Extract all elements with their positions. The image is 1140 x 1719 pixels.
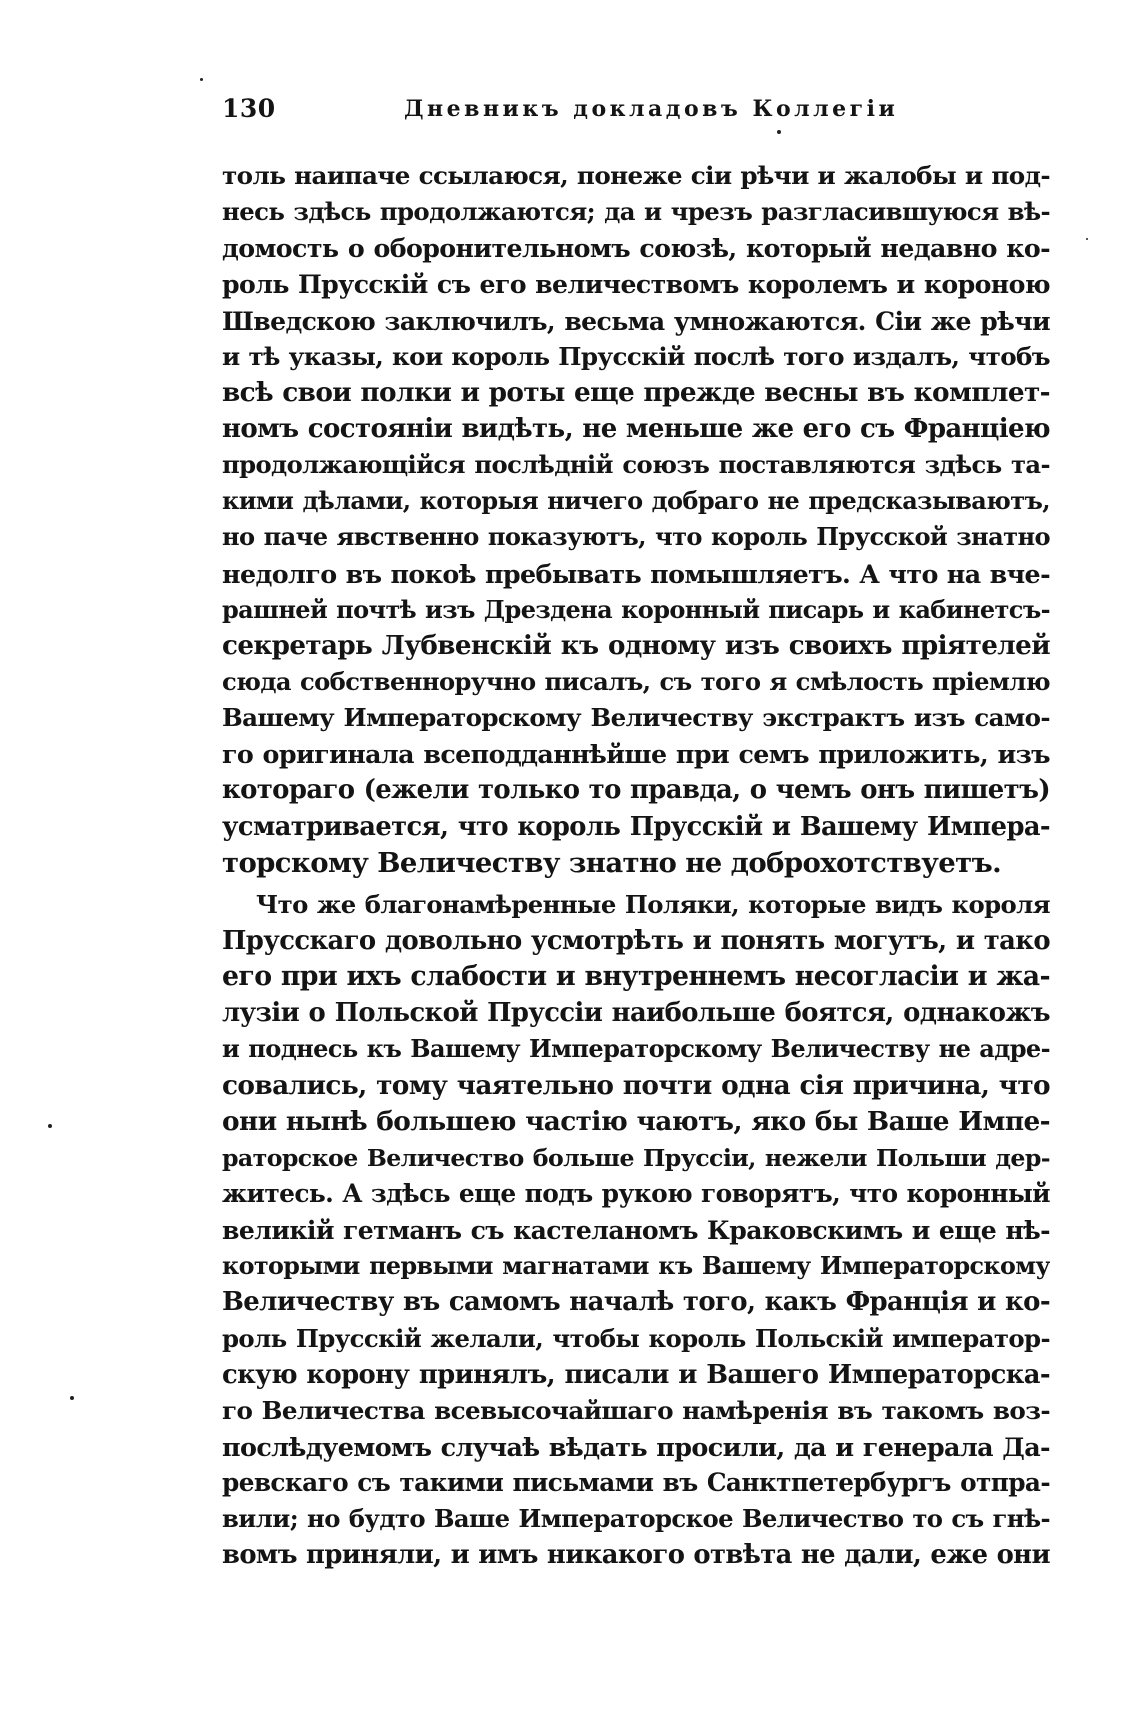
running-title: Дневникъ докладовъ Коллегіи: [404, 96, 899, 122]
scan-speck: [1086, 238, 1088, 240]
text-line: сюда собственноручно писалъ, съ того я смѣлость пріемлю: [222, 666, 1050, 696]
text-line: роль Прусскій съ его величествомъ королемъ и короною: [222, 269, 1050, 300]
text-line: Что же благонамѣренные Поляки, которые видъ короля: [256, 889, 1050, 919]
text-line: го оригинала всеподданнѣйше при семъ приложить, изъ: [222, 739, 1050, 770]
text-line: рашней почтѣ изъ Дрездена коронный писарь и кабинетсъ-: [222, 594, 1050, 624]
text-line: совались, тому чаятельно почти одна сія причина, что: [222, 1069, 1050, 1101]
page-header: [222, 94, 1062, 134]
text-line: послѣдуемомъ случаѣ вѣдать просили, да и генерала Да-: [222, 1431, 1050, 1462]
text-line: торскому Величеству знатно не доброхотствуетъ.: [222, 846, 1002, 879]
page-number: 130: [222, 94, 276, 123]
text-line: номъ состояніи видѣть, не меньше же его съ Франціею: [222, 413, 1050, 444]
text-line: и тѣ указы, кои король Прусскій послѣ того издалъ, чтобъ: [222, 341, 1050, 371]
text-line: роль Прусскій желали, чтобы король Польскій император-: [222, 1323, 1050, 1353]
body-text: [222, 158, 1050, 1573]
text-line: и поднесь къ Вашему Императорскому Величеству не адре-: [222, 1034, 1050, 1064]
text-line: кими дѣлами, которыя ничего добраго не предсказываютъ,: [222, 486, 1050, 516]
scan-speck: [200, 78, 203, 81]
text-line: котораго (ежели только то правда, о чемъ онъ пишетъ): [222, 775, 1050, 806]
text-line: великій гетманъ съ кастеланомъ Краковскимъ и еще нѣ-: [222, 1215, 1050, 1246]
text-line: лузіи о Польской Пруссіи наибольше боятся, однакожъ: [222, 998, 1050, 1029]
text-line: ревскаго съ такими письмами въ Санктпетербургъ отпра-: [222, 1468, 1050, 1498]
text-line: скую корону принялъ, писали и Вашего Императорска-: [222, 1359, 1050, 1390]
text-line: но паче явственно показуютъ, что король Прусской знатно: [222, 522, 1050, 552]
scan-speck: [48, 1124, 52, 1128]
text-line: толь наипаче ссылаюся, понеже сіи рѣчи и жалобы и под-: [222, 161, 1050, 190]
text-line: усматривается, что король Прусскій и Вашему Импера-: [222, 811, 1050, 842]
text-line: несь здѣсь продолжаются; да и чрезъ разгласившуюся вѣ-: [222, 197, 1050, 227]
text-line: всѣ свои полки и роты еще прежде весны въ комплет-: [222, 376, 1050, 408]
scan-speck: [777, 130, 781, 134]
paragraph-1: [222, 158, 1050, 881]
text-line: секретарь Лубвенскій къ одному изъ своихъ пріятелей: [222, 629, 1050, 661]
text-line: вомъ приняли, и имъ никакого отвѣта не дали, еже они: [222, 1540, 1050, 1571]
text-line: Вашему Императорскому Величеству экстрактъ изъ само-: [222, 703, 1050, 733]
text-line: Величеству въ самомъ началѣ того, какъ Франція и ко-: [222, 1287, 1050, 1318]
text-line: продолжающійся послѣдній союзъ поставляются здѣсь та-: [222, 450, 1050, 480]
text-line: житесь. А здѣсь еще подъ рукою говорятъ, что коронный: [222, 1178, 1050, 1208]
text-line: они нынѣ большею частію чаютъ, яко бы Ваше Импе-: [222, 1105, 1050, 1137]
text-line: вили; но будто Ваше Императорское Величество то съ гнѣ-: [222, 1504, 1050, 1534]
text-line: раторское Величество больше Пруссіи, нежели Польши дер-: [222, 1143, 1050, 1172]
paragraph-2: [222, 887, 1050, 1574]
text-line: домость о оборонительномъ союзѣ, который недавно ко-: [222, 233, 1050, 264]
text-line: которыми первыми магнатами къ Вашему Императорскому: [222, 1252, 1050, 1281]
text-line: его при ихъ слабости и внутреннемъ несогласіи и жа-: [222, 961, 1050, 993]
text-line: недолго въ покоѣ пребывать помышляетъ. А что на вче-: [222, 558, 1050, 589]
scan-speck: [70, 1396, 74, 1400]
text-line: Шведскою заключилъ, весьма умножаются. Сіи же рѣчи: [222, 305, 1050, 336]
text-line: го Величества всевысочайшаго намѣренія въ такомъ воз-: [222, 1395, 1050, 1425]
text-line: Прусскаго довольно усмотрѣть и понять могутъ, и тако: [222, 925, 1050, 956]
